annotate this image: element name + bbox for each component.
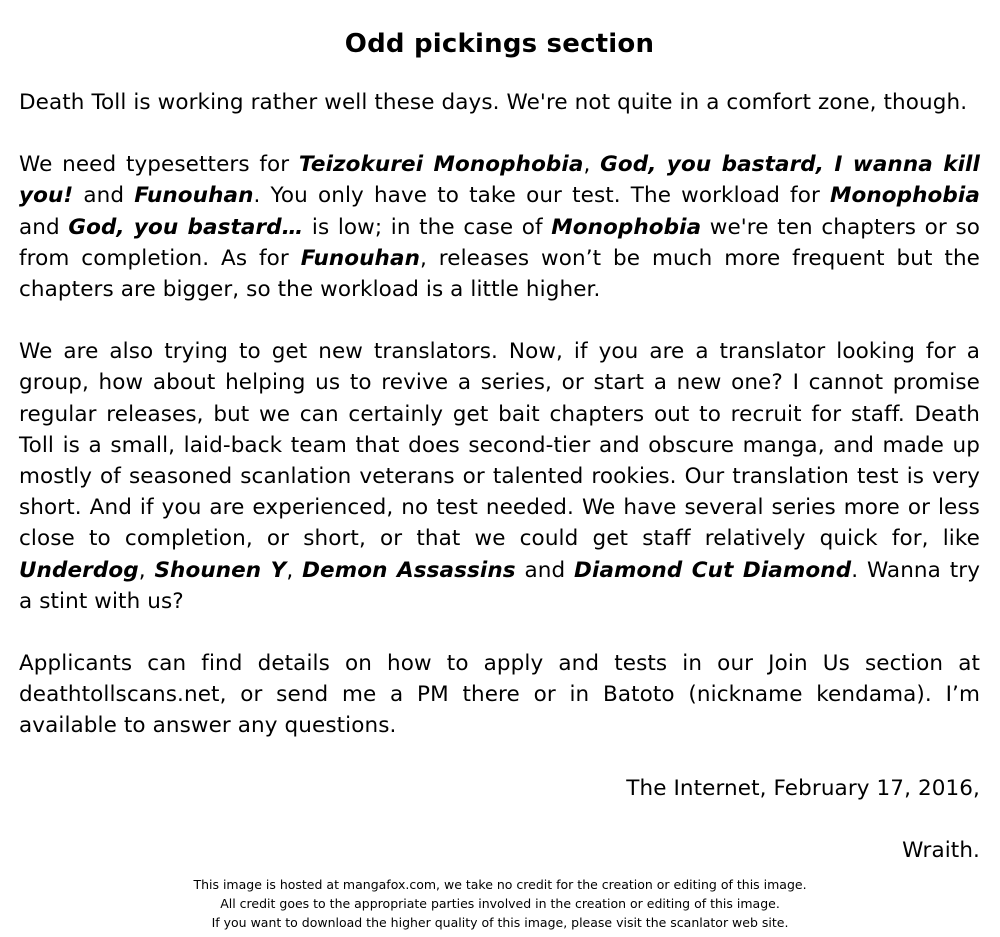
series-title-god-you-bastard-short: God, you bastard…: [68, 214, 304, 240]
series-title-monophobia: Monophobia: [830, 183, 980, 209]
text-segment: . You only have to take our test. The workload for: [253, 183, 831, 209]
text-segment: , releases won’t be much more frequent but the chapters are bigger, so the workload is a little higher.: [19, 245, 981, 303]
series-title-demon-assassins: Demon Assassins: [302, 557, 516, 583]
series-title-teizokurei-monophobia: Teizokurei Monophobia: [298, 152, 584, 178]
announcement-page: [19, 24, 980, 897]
text-segment: We are also trying to get new translators. Now, if you are a translator looking for a group, how about helping us to revive a series, or start a new one? I cannot promise regular releases, but we can certainly get bait chapters out to recruit for staff. Death Toll is a small, laid-back team that does second-tier and obscure manga, and made up mostly of seasoned scanlation veterans or talented rookies. Our translation test is very short. And if you are experienced, no test needed. We have several series more or less close to completion, or short, or that we could get staff relatively quick for, like: [19, 339, 980, 552]
disclaimer-line: This image is hosted at mangafox.com, we take no credit for the creation or editing of this image.: [193, 877, 807, 892]
text-segment: and: [515, 557, 575, 583]
text-segment: ,: [583, 152, 601, 178]
paragraph-typesetters: [19, 149, 980, 305]
text-segment: . Wanna try a stint with us?: [19, 557, 981, 614]
series-title-underdog: Underdog: [19, 557, 139, 583]
series-title-monophobia: Monophobia: [551, 214, 702, 240]
series-title-funouhan: Funouhan: [300, 245, 420, 271]
text-segment: and: [73, 183, 135, 209]
paragraph-applicants: Applicants can find details on how to apply and tests in our Join Us section at deathtollscans.net, or send me a PM there or in Batoto (nickname kendama). I’m available to answer any questions.: [19, 651, 980, 739]
disclaimer-line: All credit goes to the appropriate parties involved in the creation or editing of this image.: [220, 896, 780, 911]
paragraph-translators: [19, 336, 980, 617]
text-segment: ,: [286, 557, 303, 583]
page-title: Odd pickings section: [344, 29, 655, 59]
text-segment: ,: [138, 557, 155, 583]
series-title-funouhan: Funouhan: [134, 183, 254, 209]
text-segment: is low; in the case of: [303, 214, 552, 240]
text-segment: We need typesetters for: [19, 152, 299, 178]
series-title-god-you-bastard: God, you bastard, I wanna kill you!: [19, 152, 980, 209]
series-title-shounen-y: Shounen Y: [154, 557, 287, 583]
text-segment: and: [19, 214, 69, 240]
dateline: The Internet, February 17, 2016,: [626, 775, 980, 801]
series-title-diamond-cut-diamond: Diamond Cut Diamond: [574, 557, 852, 583]
signature: Wraith.: [902, 837, 980, 863]
disclaimer-line: If you want to download the higher quality of this image, please visit the scanlator web site.: [211, 915, 789, 930]
paragraph-intro: Death Toll is working rather well these days. We're not quite in a comfort zone, though.: [19, 90, 968, 115]
hosting-disclaimer: [0, 875, 1000, 932]
text-segment: we're ten chapters or so from completion. As for: [19, 214, 980, 271]
